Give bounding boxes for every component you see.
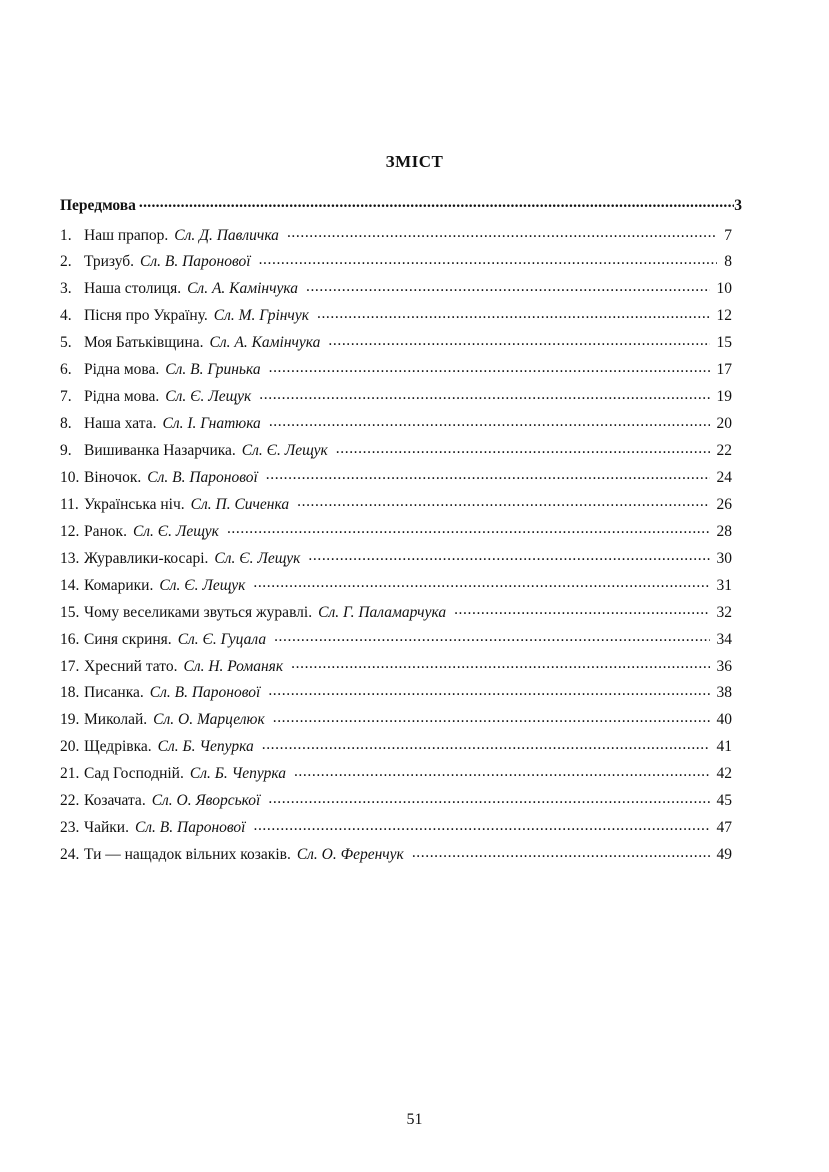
toc-number: 9.	[60, 442, 72, 459]
toc-number: 6.	[60, 361, 72, 379]
toc-page: 7	[724, 226, 732, 244]
toc-number: 8.	[60, 415, 72, 433]
toc-number: 7.	[60, 388, 72, 406]
toc-author: Сл. В. Гринька	[165, 361, 261, 379]
toc-number: 12.	[60, 522, 80, 540]
toc-title: Щедрівка.	[84, 738, 152, 756]
toc-row[interactable]	[60, 844, 742, 871]
dot-leader	[268, 790, 709, 806]
page-title: ЗМІСТ	[385, 152, 444, 171]
dot-leader	[336, 440, 710, 456]
toc-number: 23.	[60, 819, 80, 837]
toc-row[interactable]	[60, 305, 742, 332]
toc-entries	[60, 224, 742, 871]
toc-page: 20	[716, 415, 732, 433]
toc-author: Сл. Г. Паламарчука	[318, 603, 447, 621]
toc-author: Сл. М. Грінчук	[213, 307, 309, 325]
toc-title: Українська ніч.	[84, 495, 185, 513]
dot-leader	[412, 844, 710, 860]
toc-title: Ранок.	[84, 522, 127, 540]
toc-row[interactable]	[60, 493, 742, 520]
toc-author: Сл. П. Сиченка	[190, 495, 290, 513]
toc-page: 45	[716, 792, 732, 810]
toc-page: 31	[716, 576, 732, 594]
toc-number: 21.	[60, 765, 80, 783]
toc-row[interactable]	[60, 224, 742, 251]
dot-leader	[139, 194, 734, 210]
toc-page: 12	[716, 307, 732, 325]
toc-page: 47	[716, 819, 732, 837]
toc-number: 17.	[60, 657, 80, 675]
dot-leader	[294, 763, 710, 779]
toc-author: Сл. Є. Лещук	[214, 549, 301, 567]
toc-number: 24.	[60, 846, 80, 864]
toc-row[interactable]	[60, 251, 742, 278]
toc-title: Наша хата.	[84, 415, 157, 433]
dot-leader	[454, 601, 709, 617]
toc-row[interactable]	[60, 386, 742, 413]
toc-title: Наш прапор.	[84, 226, 169, 244]
toc-title: Комарики.	[84, 576, 154, 594]
toc-title: Ти — нащадок вільних козаків.	[84, 846, 291, 864]
toc-row-preface[interactable]	[60, 194, 742, 224]
toc-page: 15	[716, 334, 732, 352]
toc-number: 1.	[60, 226, 72, 244]
toc-row[interactable]	[60, 817, 742, 844]
toc-number: 5.	[60, 334, 72, 352]
toc-title: Чому веселиками звуться журавлі.	[84, 603, 313, 621]
toc-page: 40	[716, 711, 732, 729]
toc-page: 17	[716, 361, 732, 379]
toc-title: Синя скриня.	[84, 630, 172, 648]
toc-title: Наша столиця.	[84, 280, 182, 298]
toc-title: Миколай.	[84, 711, 148, 729]
toc-row[interactable]	[60, 655, 742, 682]
toc-page: 36	[716, 657, 732, 675]
dot-leader	[269, 413, 710, 429]
toc-author: Сл. Є. Гуцала	[177, 630, 267, 648]
toc-number: 16.	[60, 630, 80, 648]
toc-author: Сл. В. Паронової	[149, 684, 261, 702]
toc-row[interactable]	[60, 359, 742, 386]
toc-title: Козачата.	[84, 792, 146, 810]
toc-title: Моя Батьківщина.	[84, 334, 204, 352]
dot-leader	[273, 709, 710, 725]
toc-number: 3.	[60, 280, 72, 298]
toc-author: Сл. В. Паронової	[140, 253, 251, 271]
toc-author: Сл. Б. Чепурка	[189, 765, 286, 783]
table-of-contents	[60, 194, 742, 871]
dot-leader	[328, 332, 709, 348]
toc-row[interactable]	[60, 790, 742, 817]
toc-number: 14.	[60, 576, 80, 594]
toc-page: 22	[716, 442, 732, 459]
toc-author: Сл. Б. Чепурка	[157, 738, 254, 756]
toc-author: Сл. О. Марцелюк	[153, 711, 265, 729]
toc-number: 18.	[60, 684, 80, 702]
toc-row[interactable]	[60, 466, 742, 493]
toc-title: Тризуб.	[84, 253, 135, 271]
toc-page: 24	[716, 468, 732, 486]
toc-page: 42	[716, 765, 732, 783]
toc-title: Рідна мова.	[84, 361, 160, 379]
toc-page: 8	[724, 253, 732, 271]
toc-title: Чайки.	[84, 819, 129, 837]
toc-number: 13.	[60, 549, 80, 567]
dot-leader	[227, 520, 710, 536]
toc-number: 11.	[60, 495, 79, 513]
toc-author: Сл. О. Яворської	[151, 792, 261, 810]
dot-leader	[268, 682, 709, 698]
toc-title: Віночок.	[84, 468, 142, 486]
toc-row[interactable]	[60, 736, 742, 763]
toc-title: Сад Господній.	[84, 765, 184, 783]
toc-author: Сл. Є. Лещук	[159, 576, 246, 594]
toc-page: 28	[716, 522, 732, 540]
toc-title: Рідна мова.	[84, 388, 160, 406]
toc-author: Сл. Є. Лещук	[132, 522, 219, 540]
toc-number: 4.	[60, 307, 72, 325]
toc-page: 41	[716, 738, 732, 756]
dot-leader	[259, 386, 709, 402]
dot-leader	[287, 224, 717, 240]
toc-page: 26	[716, 495, 732, 513]
dot-leader	[262, 736, 710, 752]
toc-title: Хресний тато.	[84, 657, 178, 675]
toc-number: 19.	[60, 711, 80, 729]
toc-row[interactable]	[60, 547, 742, 574]
toc-row[interactable]	[60, 709, 742, 736]
toc-number: 20.	[60, 738, 80, 756]
dot-leader	[297, 493, 709, 509]
toc-number: 2.	[60, 253, 72, 271]
toc-author: Сл. Д. Павличка	[174, 226, 279, 244]
toc-number: 15.	[60, 603, 80, 621]
toc-page: 19	[716, 388, 732, 406]
toc-page: 49	[716, 846, 732, 864]
dot-leader	[253, 574, 709, 590]
toc-page: 34	[716, 630, 732, 648]
toc-page: 32	[716, 603, 732, 621]
dot-leader	[306, 278, 710, 294]
toc-author: Сл. А. Камінчука	[187, 280, 298, 298]
toc-title: Журавлики-косарі.	[84, 549, 209, 567]
toc-author: Сл. О. Ференчук	[296, 846, 404, 864]
toc-row[interactable]	[60, 520, 742, 547]
dot-leader	[317, 305, 710, 321]
toc-page: 30	[716, 549, 732, 567]
toc-author: Сл. Є. Лещук	[165, 388, 252, 406]
toc-number: 22.	[60, 792, 80, 810]
toc-row[interactable]	[60, 682, 742, 709]
toc-author: Сл. Н. Романяк	[183, 657, 284, 675]
dot-leader	[266, 466, 710, 482]
dot-leader	[269, 359, 710, 375]
toc-row[interactable]	[60, 601, 742, 628]
toc-author: Сл. А. Камінчука	[209, 334, 321, 352]
toc-row[interactable]	[60, 574, 742, 601]
toc-author: Сл. В. Паронової	[147, 468, 258, 486]
toc-title: Писанка.	[84, 684, 144, 702]
dot-leader	[274, 628, 709, 644]
toc-author: Сл. В. Паронової	[134, 819, 246, 837]
toc-title: Вишиванка Назарчика.	[84, 442, 236, 459]
toc-title: Передмова	[60, 196, 136, 214]
dot-leader	[308, 547, 709, 563]
toc-row[interactable]	[60, 332, 742, 359]
toc-row[interactable]	[60, 628, 742, 655]
dot-leader	[253, 817, 709, 833]
toc-number: 10.	[60, 468, 80, 486]
dot-leader	[291, 655, 709, 671]
toc-page: 3	[734, 196, 742, 214]
dot-leader	[259, 251, 718, 267]
toc-row[interactable]	[60, 278, 742, 305]
toc-row[interactable]	[60, 763, 742, 790]
toc-row[interactable]	[60, 440, 742, 467]
toc-author: Сл. Є. Лещук	[241, 442, 328, 459]
footer-page-number: 51	[406, 1111, 423, 1128]
toc-row[interactable]	[60, 413, 742, 440]
toc-page: 38	[716, 684, 732, 702]
toc-title: Пісня про Україну.	[84, 307, 208, 325]
toc-author: Сл. І. Гнатюка	[162, 415, 261, 433]
toc-page: 10	[716, 280, 732, 298]
